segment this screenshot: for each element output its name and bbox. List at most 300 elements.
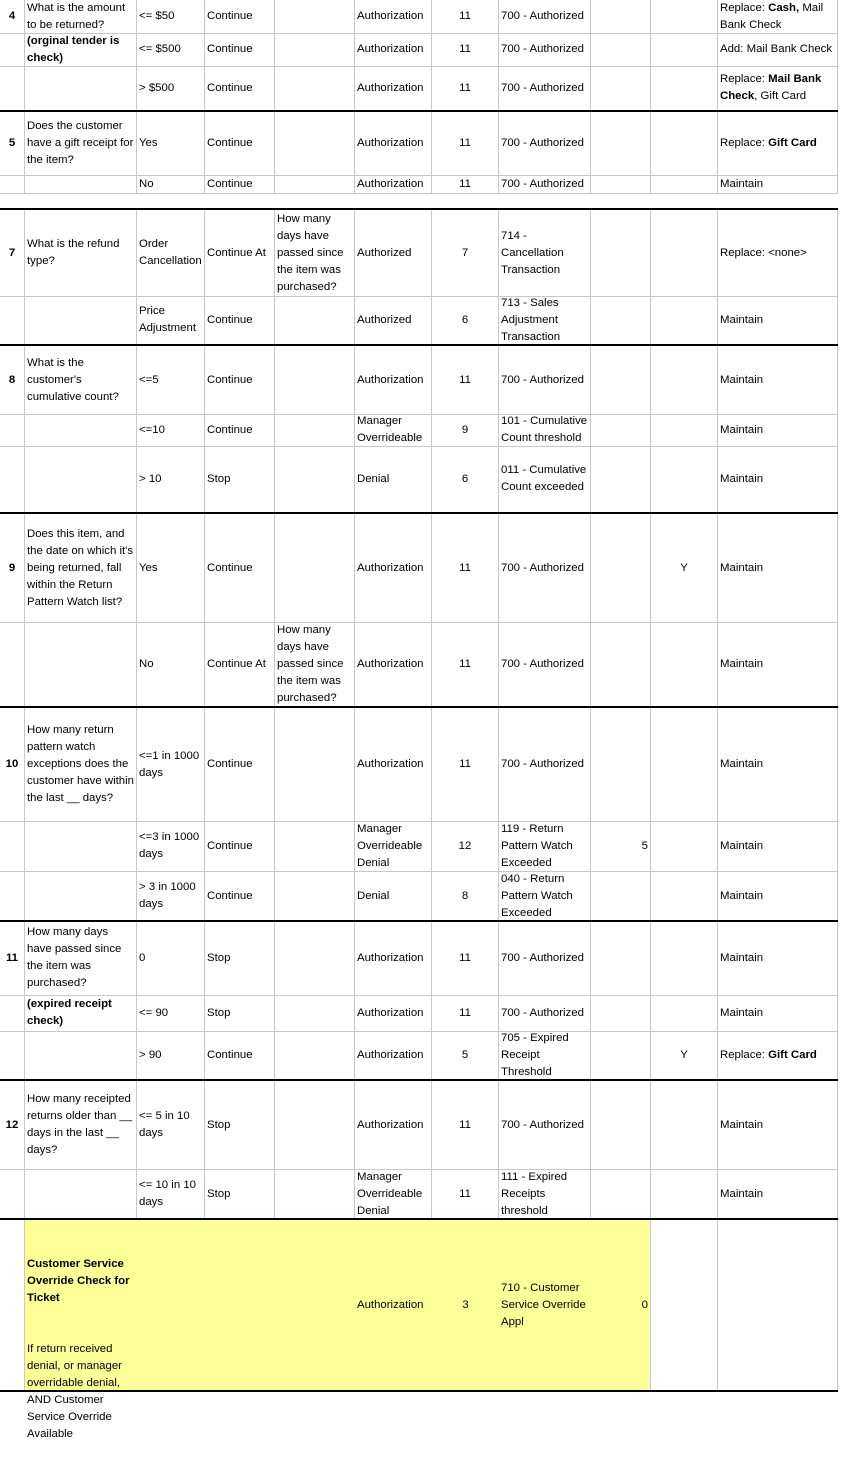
result-type-cell [355,514,432,622]
result-type-text: Authorization [357,657,424,670]
count-text: 5 [641,839,648,852]
message-text: 700 - Authorized [501,10,584,22]
question-cell [25,1081,137,1169]
count-cell [591,821,651,871]
condition-text: <= 90 [139,1006,169,1019]
flag-cell [651,708,718,821]
result-code-text: 11 [459,373,471,386]
section-divider [0,920,838,922]
action-cell [205,0,275,33]
message-cell [499,0,591,33]
result-type-cell [355,1031,432,1079]
flag-cell [651,921,718,995]
question-cell [25,514,137,622]
question-cell [25,921,137,995]
section-divider [0,344,838,346]
tender-cell [718,871,838,921]
question-text: (expired receipt check) [27,998,116,1027]
row-divider [0,33,838,34]
prompt-cell [275,33,355,66]
condition-cell [137,871,205,921]
result-code-text: 7 [461,246,469,259]
result-type-cell [355,175,432,193]
condition-text: Yes [139,561,158,574]
table-row-cumulative-le-5 [0,346,841,414]
section-divider [0,1390,838,1392]
question-cell [25,210,137,296]
action-cell [205,175,275,193]
section-divider [0,208,838,210]
result-type-text: Authorization [357,10,424,22]
tender-text: Maintain [720,472,764,485]
condition-cell [137,1031,205,1079]
question-text: How many return pattern watch exceptions does the customer have within the last __ days? [27,724,138,804]
result-code-cell [432,1031,499,1079]
result-code-cell [432,708,499,821]
tender-cell [718,33,838,66]
question-cell [25,871,137,921]
table-row-days-le-90 [0,995,841,1031]
tender-text: Maintain [720,177,764,190]
question-cell [25,66,137,110]
result-type-text: Authorization [357,373,424,386]
action-text: Stop [207,951,231,964]
result-type-cell [355,66,432,110]
tender-cell [718,821,838,871]
result-type-text: Authorization [357,81,424,94]
rule-number-cell [0,514,25,622]
count-cell [591,175,651,193]
table-row-refund-price-adjustment [0,296,841,344]
result-type-text: Authorization [357,1006,424,1019]
flag-cell [651,66,718,110]
question-cell [25,1031,137,1079]
message-text: 714 - Cancellation Transaction [501,229,567,276]
result-type-text: Authorization [357,137,424,149]
result-type-text: Authorization [357,1118,424,1131]
flag-cell [651,175,718,193]
condition-text: > 3 in 1000 days [139,881,199,910]
question-text: How many days have passed since the item was purchased? [27,926,125,989]
question-cell [25,708,137,821]
message-cell [499,1220,591,1390]
table-row-pattern-watch-no [0,622,841,706]
action-text: Continue [207,373,253,386]
rule-number-cell [0,175,25,193]
question-text: What is the refund type? [27,238,123,267]
message-cell [499,296,591,344]
result-code-cell [432,1081,499,1169]
override-title: Customer Service Override Check for Ticket [27,1258,133,1304]
result-type-cell [355,446,432,512]
tender-cell [718,296,838,344]
message-cell [499,1031,591,1079]
action-cell [205,112,275,175]
condition-text: > 10 [139,472,162,485]
condition-cell [137,175,205,193]
condition-cell [137,1081,205,1169]
count-cell [591,1081,651,1169]
message-cell [499,622,591,706]
message-cell [499,995,591,1031]
tender-cell [718,622,838,706]
table-row-amount-le-50 [0,0,841,33]
question-cell [25,446,137,512]
count-cell [591,871,651,921]
action-text: Continue [207,137,253,149]
tender-text: Add: Mail Bank Check [720,43,833,55]
tender-text: Replace: <none> [720,246,807,259]
result-code-cell [432,175,499,193]
row-divider [0,622,838,623]
table-row-receipted-le-5 [0,1081,841,1169]
count-cell [591,210,651,296]
prompt-text: How many days have passed since the item was purchased? [277,212,347,293]
row-divider [0,414,838,415]
override-description-cell [25,1220,137,1440]
table-row-cumulative-gt-10 [0,446,841,512]
condition-cell [137,296,205,344]
result-type-text: Authorization [357,951,424,964]
count-cell [591,1220,651,1390]
question-cell [25,175,137,193]
row-divider [0,193,838,194]
result-code-cell [432,622,499,706]
result-type-cell [355,210,432,296]
question-text: Does the customer have a gift receipt for the item? [27,120,137,166]
tender-cell [718,921,838,995]
action-text: Stop [207,1187,231,1200]
tender-cell [718,414,838,446]
count-cell [591,66,651,110]
result-type-cell [355,1169,432,1219]
count-cell [591,112,651,175]
condition-cell [137,210,205,296]
tender-text: Maintain [720,839,764,852]
condition-text: <= $50 [139,10,175,22]
prompt-cell [275,414,355,446]
result-type-cell [355,1220,432,1390]
question-text: How many receipted returns older than __ days in the last __ days? [27,1093,136,1156]
result-type-text: Authorization [357,561,424,574]
result-code-text: 11 [459,1187,471,1200]
table-row-days-0 [0,921,841,995]
message-text: 700 - Authorized [501,373,584,386]
result-type-text: Authorized [357,313,412,326]
result-code-text: 11 [459,137,471,149]
tender-cell [718,1169,838,1219]
tender-text: Maintain [720,1006,764,1019]
condition-text: 0 [139,951,146,964]
tender-text: Replace: Cash, Mail Bank Check [720,1,827,31]
action-cell [205,708,275,821]
tender-text: Maintain [720,423,764,436]
result-code-cell [432,414,499,446]
message-cell [499,821,591,871]
flag-cell [651,1031,718,1079]
section-divider [0,706,838,708]
message-text: 700 - Authorized [501,137,584,149]
condition-cell [137,1169,205,1219]
rule-number-cell [0,296,25,344]
result-type-cell [355,112,432,175]
result-code-cell [432,33,499,66]
message-text: 700 - Authorized [501,657,584,670]
condition-text: No [139,177,154,190]
result-type-cell [355,821,432,871]
message-cell [499,175,591,193]
prompt-cell [275,871,355,921]
rule-number-cell [0,1081,25,1169]
table-row-exceptions-le-1 [0,708,841,821]
condition-cell [137,346,205,414]
action-text: Continue [207,889,253,902]
table-row-gift-receipt-no [0,175,841,193]
action-text: Continue [207,81,253,94]
question-cell [25,995,137,1031]
tender-cell [718,446,838,512]
message-text: 111 - Expired Receipts threshold [501,1170,571,1217]
message-text: 011 - Cumulative Count exceeded [501,464,590,493]
tender-text: Maintain [720,1187,764,1200]
result-code-text: 9 [461,423,469,436]
condition-cell [137,0,205,33]
rule-number-cell [0,112,25,175]
action-cell [205,1031,275,1079]
action-text: Stop [207,1118,231,1131]
result-type-text: Authorization [357,1298,424,1311]
condition-cell [137,514,205,622]
condition-text: <= 10 in 10 days [139,1179,200,1208]
result-type-cell [355,708,432,821]
result-type-cell [355,1081,432,1169]
action-cell [205,514,275,622]
message-cell [499,514,591,622]
result-code-cell [432,112,499,175]
result-type-cell [355,622,432,706]
flag-cell [651,446,718,512]
action-cell [205,66,275,110]
prompt-cell [275,446,355,512]
message-text: 119 - Return Pattern Watch Exceeded [501,822,576,869]
message-text: 705 - Expired Receipt Threshold [501,1031,572,1078]
tender-text: Maintain [720,951,764,964]
table-row-receipted-le-10 [0,1169,841,1219]
prompt-cell [275,995,355,1031]
message-text: 710 - Customer Service Override Appl [501,1281,589,1328]
rule-number-text: 7 [8,246,16,259]
message-text: 101 - Cumulative Count threshold [501,415,591,444]
question-cell [25,1169,137,1219]
message-cell [499,346,591,414]
rule-number-cell [0,1031,25,1079]
result-code-cell [432,821,499,871]
tender-text: Maintain [720,758,764,770]
message-text: 700 - Authorized [501,1006,584,1019]
flag-cell [651,1169,718,1219]
rule-number-cell [0,622,25,706]
message-text: 700 - Authorized [501,561,584,574]
condition-cell [137,622,205,706]
flag-cell [651,514,718,622]
action-cell [205,622,275,706]
result-code-text: 6 [461,313,469,326]
table-row-cumulative-le-10 [0,414,841,446]
result-type-cell [355,346,432,414]
message-text: 713 - Sales Adjustment Transaction [501,296,562,343]
result-code-text: 11 [459,177,471,190]
action-text: Continue [207,10,253,22]
prompt-cell [275,210,355,296]
prompt-cell [275,346,355,414]
rule-number-cell [0,708,25,821]
condition-text: Order Cancellation [139,238,202,267]
tender-text: Maintain [720,561,764,574]
result-code-text: 8 [461,889,469,902]
message-text: 700 - Authorized [501,951,584,964]
section-divider [0,1218,838,1220]
result-code-cell [432,446,499,512]
result-code-text: 12 [458,839,472,852]
action-text: Continue [207,839,253,852]
condition-text: Yes [139,137,158,149]
result-code-text: 6 [461,472,469,485]
result-type-text: Authorization [357,177,424,190]
prompt-text: How many days have passed since the item was purchased? [277,623,347,704]
tender-text: Maintain [720,657,764,670]
table-row-pattern-watch-yes [0,514,841,622]
flag-cell [651,995,718,1031]
rule-number-text: 8 [8,373,16,386]
section-divider [0,512,838,514]
count-cell [591,446,651,512]
result-type-text: Manager Overrideable Denial [357,822,426,869]
question-text: What is the customer's cumulative count? [27,356,119,403]
rule-number-cell [0,921,25,995]
flag-cell [651,871,718,921]
question-cell [25,821,137,871]
rule-number-text: 11 [5,951,19,964]
action-cell [205,33,275,66]
message-cell [499,66,591,110]
prompt-cell [275,1031,355,1079]
table-row-amount-le-500 [0,33,841,66]
result-type-text: Manager Overrideable [357,415,423,444]
action-text: Continue [207,758,253,770]
rule-number-cell [0,1220,25,1390]
condition-text: <=10 [139,423,165,436]
action-text: Continue [207,561,253,574]
rule-number-text: 5 [8,137,16,149]
message-cell [499,446,591,512]
condition-text: <=5 [139,373,159,386]
condition-cell [137,995,205,1031]
prompt-cell [275,514,355,622]
row-divider [0,871,838,872]
condition-cell [137,921,205,995]
result-code-cell [432,514,499,622]
result-type-cell [355,871,432,921]
result-code-cell [432,1169,499,1219]
question-cell [25,346,137,414]
table-row-exceptions-le-3 [0,821,841,871]
message-cell [499,414,591,446]
section-divider [0,110,838,112]
result-code-cell [432,296,499,344]
table-row-customer-service-override [0,1220,841,1440]
override-filler [137,1220,355,1390]
result-code-cell [432,210,499,296]
tender-cell [718,1081,838,1169]
message-cell [499,1081,591,1169]
message-text: 700 - Authorized [501,758,584,770]
action-cell [205,1169,275,1219]
question-cell [25,622,137,706]
action-text: Continue At [207,657,266,670]
action-text: Continue [207,177,253,190]
prompt-cell [275,708,355,821]
question-cell [25,33,137,66]
section-divider [0,1079,838,1081]
question-text: Does this item, and the date on which it's being returned, fall within the Return Pattern Watch list? [27,527,137,608]
tender-cell [718,1220,838,1390]
action-cell [205,921,275,995]
override-description: If return received denial, or manager overridable denial, AND Customer Service Override Available [27,1343,126,1440]
condition-cell [137,66,205,110]
condition-cell [137,821,205,871]
count-cell [591,921,651,995]
result-type-text: Denial [357,889,390,902]
result-code-text: 11 [459,951,471,964]
condition-cell [137,112,205,175]
message-text: 700 - Authorized [501,81,584,94]
result-type-text: Authorized [357,246,412,259]
flag-cell [651,346,718,414]
action-cell [205,1081,275,1169]
count-cell [591,414,651,446]
result-code-text: 5 [461,1048,469,1061]
rule-number-cell [0,346,25,414]
question-text: (orginal tender is check) [27,34,123,64]
table-row-exceptions-gt-3 [0,871,841,921]
prompt-cell [275,0,355,33]
tender-text: Maintain [720,889,764,902]
rule-number-cell [0,446,25,512]
action-cell [205,871,275,921]
tender-cell [718,66,838,110]
result-code-text: 11 [459,1118,471,1131]
result-code-cell [432,995,499,1031]
message-cell [499,921,591,995]
prompt-cell [275,821,355,871]
result-type-text: Authorization [357,1048,424,1061]
result-type-cell [355,414,432,446]
count-cell [591,346,651,414]
row-divider [0,821,838,822]
flag-cell [651,821,718,871]
question-cell [25,414,137,446]
condition-text: > $500 [139,81,175,94]
count-cell [591,1169,651,1219]
action-text: Continue [207,313,253,326]
action-text: Continue [207,423,253,436]
tender-cell [718,514,838,622]
result-code-cell [432,0,499,33]
action-cell [205,296,275,344]
flag-cell [651,414,718,446]
tender-cell [718,112,838,175]
message-cell [499,871,591,921]
